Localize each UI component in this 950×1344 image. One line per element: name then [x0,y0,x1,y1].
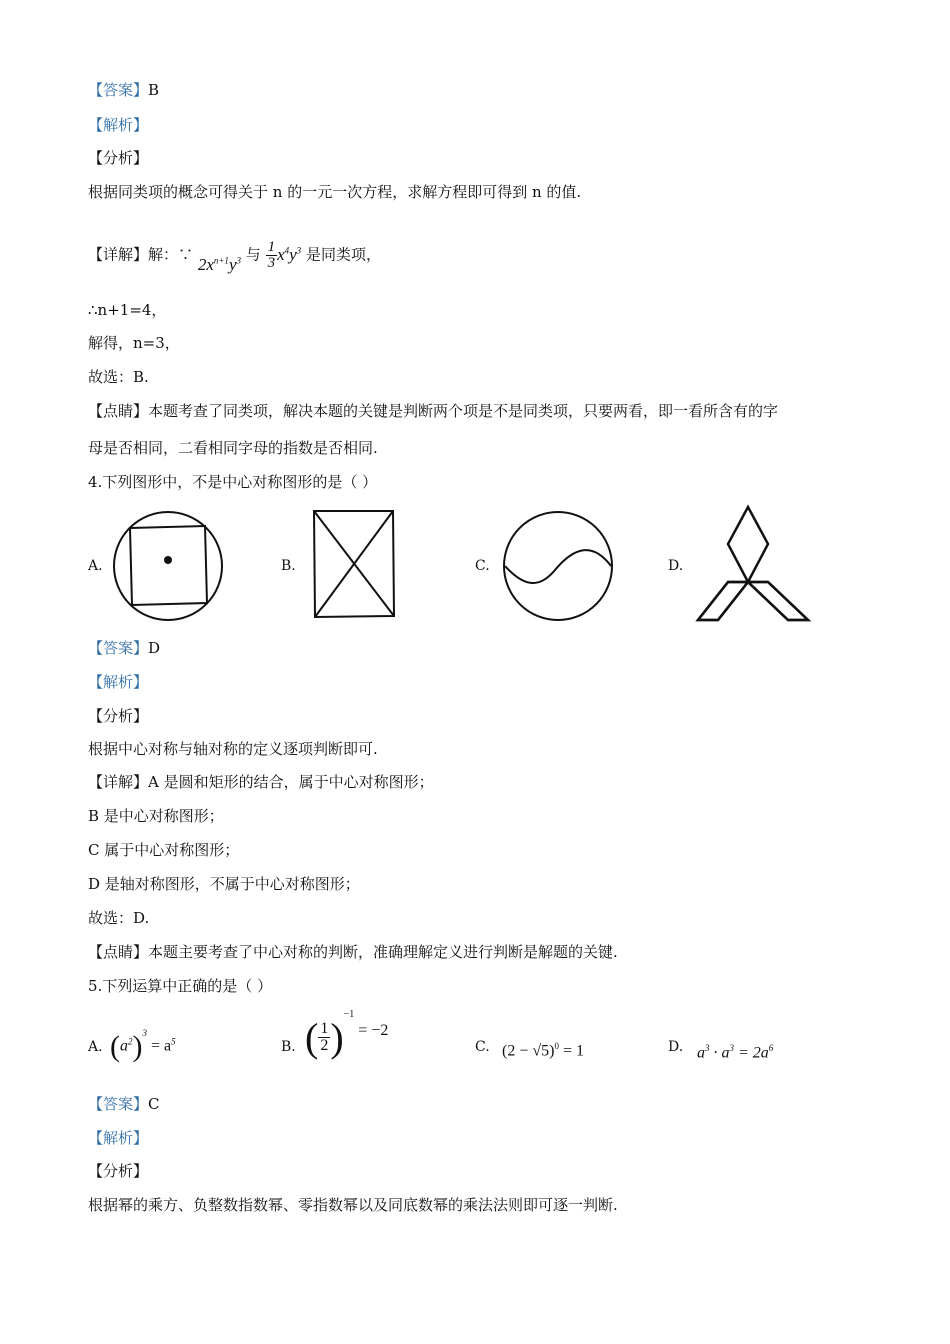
q3-answer-line [88,80,159,100]
q4-detail-b: B 是中心对称图形； [88,807,224,825]
detail-tag: 【详解】 [88,245,149,264]
q3-comment-line2: 母是否相同，二看相同字母的指数是否相同. [88,439,378,457]
q3-analysis-tag: 【解析】 [88,116,149,134]
rectangle-with-diagonals-icon [310,508,396,620]
q4-fenxi-tag: 【分析】 [88,707,149,725]
q4-option-a-label: A. [88,558,103,574]
answer-value: C [148,1095,160,1113]
q5-option-b-expr: ( $\frac{1}{2}$ )$^{-1}$ = −2 [305,1008,389,1060]
q5-analysis-tag: 【解析】 [88,1129,149,1147]
q5-option-d-label: D. [668,1039,684,1055]
circle-with-s-curve-icon [500,508,616,624]
q3-step2: 解得，n=3， [88,334,180,352]
q3-fenxi-text: 根据同类项的概念可得关于 n 的一元一次方程，求解方程即可得到 n 的值. [88,183,582,201]
q5-stem: 5.下列运算中正确的是（ ） [88,977,273,995]
q3-fenxi-tag: 【分析】 [88,149,149,167]
q3-detail-line [88,230,381,275]
q4-choice: 故选：D. [88,909,150,927]
q4-detail-d: D 是轴对称图形，不属于中心对称图形； [88,875,360,893]
q3-choice: 故选：B. [88,368,149,386]
q5-option-a-label: A. [88,1039,103,1055]
fraction-one-third: $\frac{1}{3}$ [267,239,276,272]
q4-fenxi-text: 根据中心对称与轴对称的定义逐项判断即可. [88,740,378,758]
conj-text: 与 [245,245,261,264]
answer-value: D [148,639,161,657]
q5-fenxi-tag: 【分析】 [88,1162,149,1180]
q4-comment: 【点睛】本题主要考查了中心对称的判断，准确理解定义进行判断是解题的关键. [88,943,618,961]
answer-tag: 【答案】 [88,81,149,99]
q5-option-c-expr: $(2 - √5)^0 = 1$ [502,1041,584,1060]
q5-answer-line: 【答案】C [88,1095,160,1113]
q5-option-b-label: B. [281,1039,296,1055]
q5-fenxi-text: 根据幂的乘方、负整数指数幂、零指数幂以及同底数幂的乘法法则即可逐一判断. [88,1196,618,1214]
q4-option-d-label: D. [668,558,684,574]
answer-value: B [148,81,160,99]
term1: $2x^{n+1}y^3$ [197,254,241,274]
comment-tag: 【点睛】 [88,402,149,420]
q5-option-d-expr: $a^3 \cdot a^3 = 2a^6$ [697,1043,774,1062]
q5-option-a-expr: $(a^2)^3 = a^5$ [110,1028,176,1063]
three-rhombus-emblem-icon [690,504,814,626]
q4-detail-c: C 属于中心对称图形； [88,841,240,859]
detail-prefix: 解：∵ [148,245,194,264]
q4-stem: 4.下列图形中，不是中心对称图形的是（ ） [88,473,378,491]
q5-option-c-label: C. [475,1039,490,1055]
q3-step1: ∴n+1=4， [88,301,167,319]
q4-option-b-label: B. [281,558,296,574]
q4-detail-a: 【详解】A 是圆和矩形的结合，属于中心对称图形； [88,773,434,791]
circle-with-square-and-dot-icon [110,508,226,624]
q3-comment-line1: 【点睛】本题考查了同类项，解决本题的关键是判断两个项是不是同类项，只要两看，即一看所含有的字 [88,402,779,420]
q4-analysis-tag: 【解析】 [88,673,149,691]
term2: $x^4y^3$ [277,244,302,264]
detail-suffix: 是同类项， [305,245,381,264]
q4-option-c-label: C. [475,558,490,574]
q4-answer-line: 【答案】D [88,639,161,657]
